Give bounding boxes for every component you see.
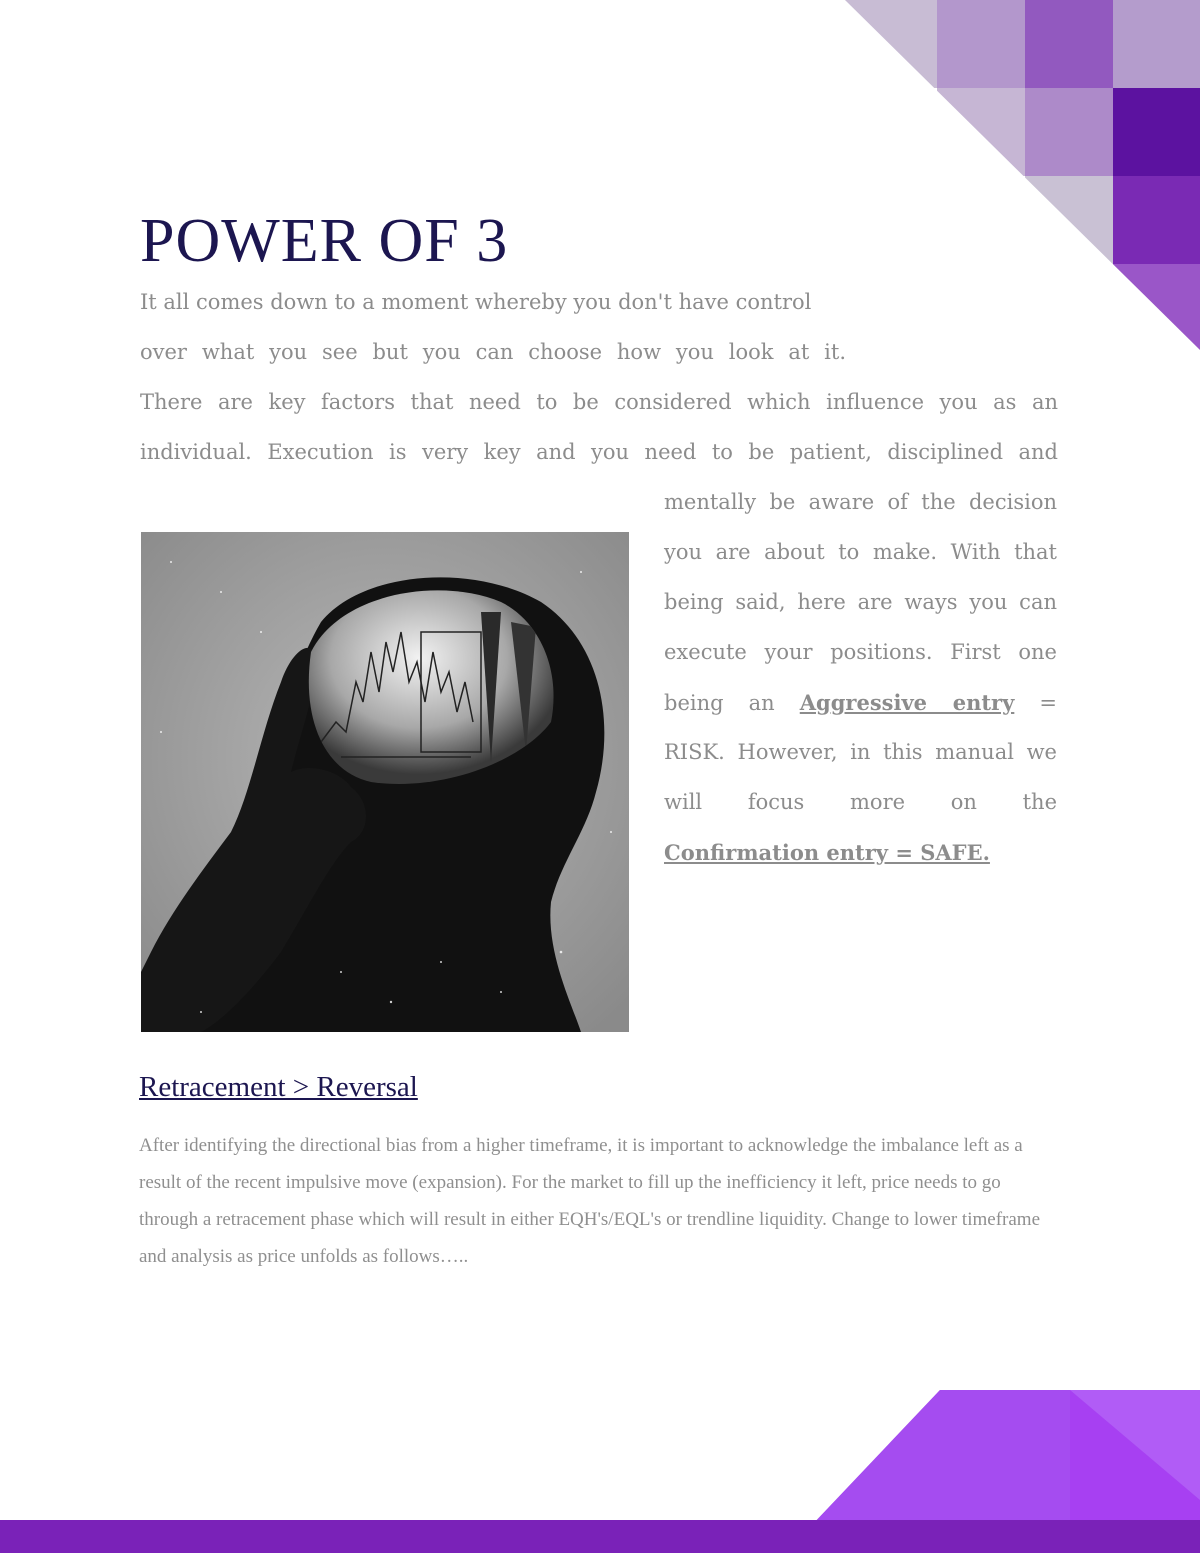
intro-line-2: over what you see but you can choose how you look at it. (140, 340, 846, 364)
side-line-6: RISK. However, in this manual we (664, 740, 1057, 764)
intro-line-1: It all comes down to a moment whereby you don't have control (140, 290, 812, 314)
decorative-corner-top (845, 0, 1200, 350)
aggressive-entry-term: Aggressive entry (799, 690, 1015, 715)
side-line-5-prefix: being an (664, 691, 800, 715)
section-heading: Retracement > Reversal (139, 1071, 418, 1103)
side-line-3: being said, here are ways you can (664, 590, 1057, 614)
confirmation-entry-term: Confirmation entry = SAFE. (664, 840, 990, 865)
side-line-4: execute your positions. First one (664, 640, 1057, 664)
head-silhouette-chart-image (141, 532, 629, 1032)
side-line-1: mentally be aware of the decision (664, 490, 1057, 514)
side-line-5 (664, 692, 1057, 714)
section-paragraph: After identifying the directional bias from a higher timeframe, it is important to acknowledge the imbalance left as a result of the recent impulsive move (expansion). For the market to fill up the inefficiency it left, price needs to go through a retracement phase which will result in either EQH's/EQL's or trendline liquidity. Change to lower timeframe and analysis as price unfolds as follows….. (139, 1135, 1040, 1267)
side-line-2: you are about to make. With that (664, 540, 1057, 564)
bottom-accent-bar (0, 1520, 1200, 1553)
decorative-corner-bottom (800, 1390, 1200, 1525)
intro-line-3: There are key factors that need to be considered which influence you as an (140, 390, 1058, 414)
side-line-5-suffix: = (1014, 691, 1057, 715)
side-line-7: will focus more on the (664, 790, 1057, 814)
page-title: POWER OF 3 (140, 207, 509, 275)
intro-line-4: individual. Execution is very key and you need to be patient, disciplined and (140, 440, 1058, 464)
